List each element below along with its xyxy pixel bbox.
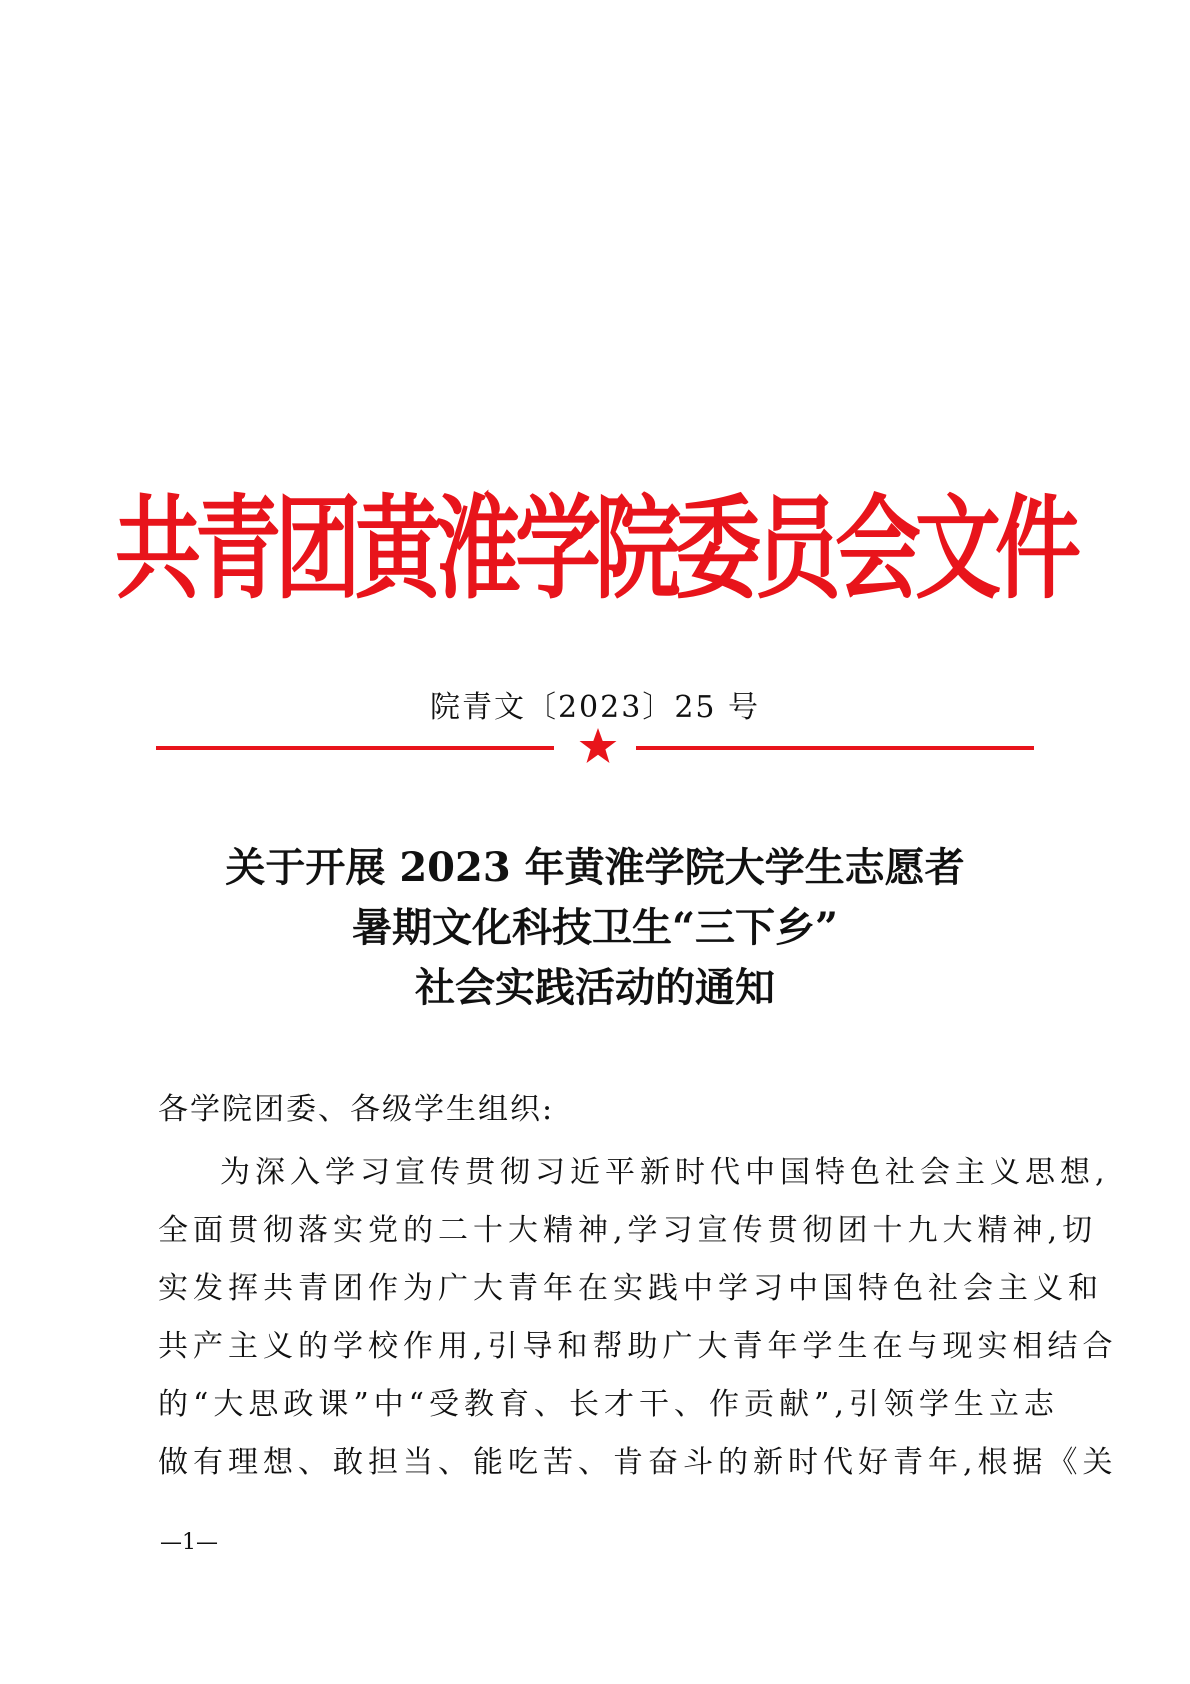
body-line: 共产主义的学校作用,引导和帮助广大青年学生在与现实相结合 xyxy=(158,1329,1118,1364)
masthead-title: 共青团黄淮学院委员会文件 xyxy=(115,485,1075,615)
red-divider-right xyxy=(636,746,1034,750)
title-line: 关于开展 2023 年黄淮学院大学生志愿者 xyxy=(225,844,965,891)
document-title xyxy=(0,838,1190,1018)
body-line: 全面贯彻落实党的二十大精神,学习宣传贯彻团十九大精神,切 xyxy=(158,1213,1098,1248)
page-number: —1— xyxy=(160,1530,218,1555)
body-line: 为深入学习宣传贯彻习近平新时代中国特色社会主义思想, xyxy=(220,1155,1110,1190)
title-line: 社会实践活动的通知 xyxy=(415,964,775,1011)
star-icon xyxy=(578,726,618,766)
title-line: 暑期文化科技卫生“三下乡” xyxy=(351,904,838,951)
red-divider-left xyxy=(156,746,554,750)
document-number: 院青文〔2023〕25 号 xyxy=(429,690,761,725)
body-line: 实发挥共青团作为广大青年在实践中学习中国特色社会主义和 xyxy=(158,1271,1103,1306)
body-line: 做有理想、敢担当、能吃苦、肯奋斗的新时代好青年,根据《关 xyxy=(158,1445,1118,1480)
salutation: 各学院团委、各级学生组织: xyxy=(158,1092,555,1127)
body-line: 的“大思政课”中“受教育、长才干、作贡献”,引领学生立志 xyxy=(158,1387,1059,1422)
body-paragraph xyxy=(158,1144,1118,1492)
